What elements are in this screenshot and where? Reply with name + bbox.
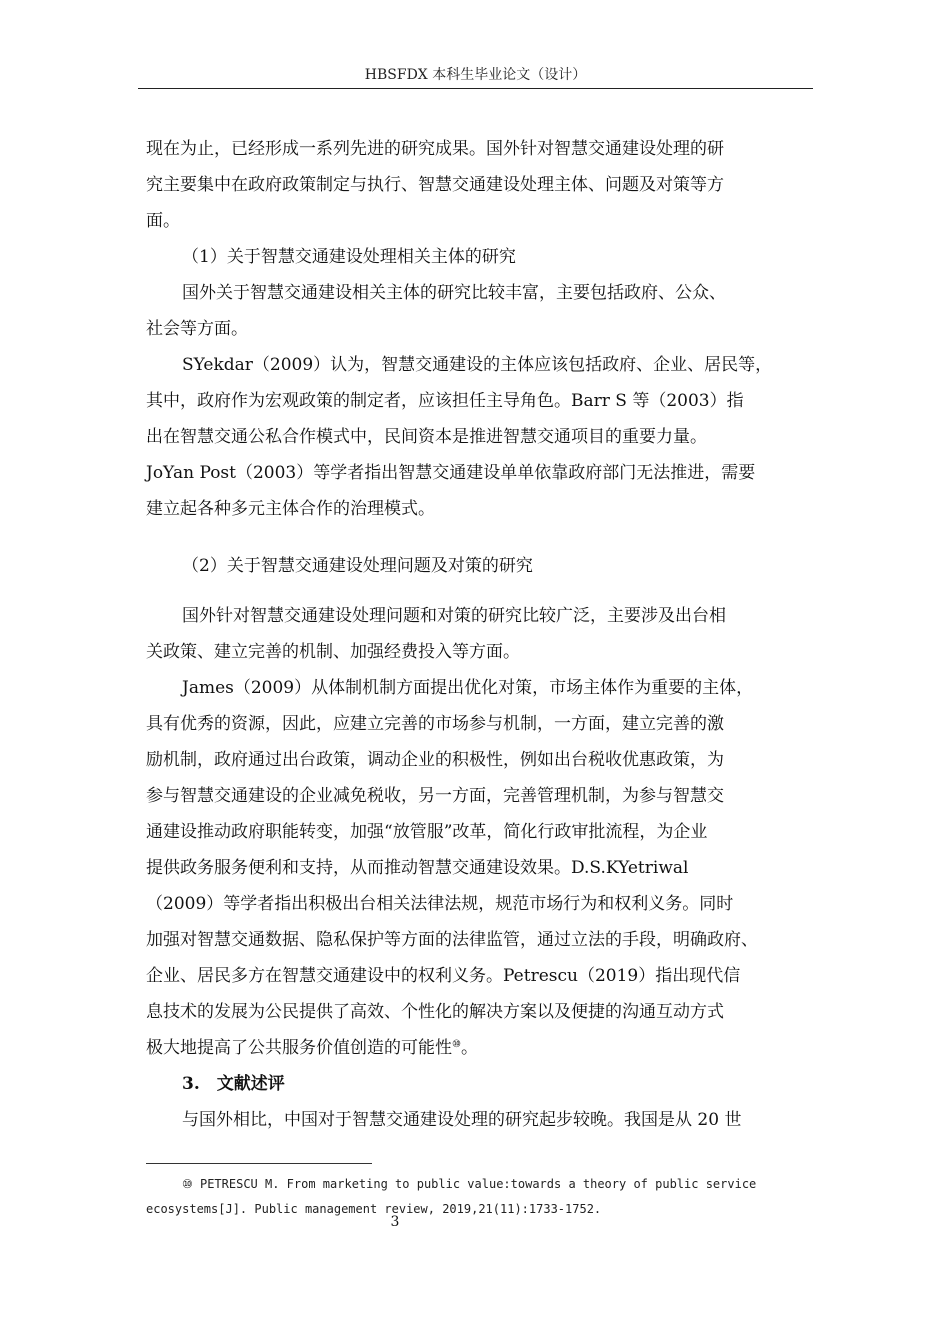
text-line: 励机制，政府通过出台政策，调动企业的积极性，例如出台税收优惠政策，为 — [146, 750, 724, 770]
text-line: 息技术的发展为公民提供了高效、个性化的解决方案以及便捷的沟通互动方式 — [146, 1002, 724, 1022]
text-line: 究主要集中在政府政策制定与执行、智慧交通建设处理主体、问题及对策等方 — [146, 175, 724, 195]
text-line: 国外关于智慧交通建设相关主体的研究比较丰富，主要包括政府、公众、 — [182, 283, 726, 303]
text-line: 关政策、建立完善的机制、加强经费投入等方面。 — [146, 642, 520, 662]
subsection-heading-1: （1）关于智慧交通建设处理相关主体的研究 — [182, 247, 516, 267]
text-line: 通建设推动政府职能转变，加强“放管服”改革，简化行政审批流程，为企业 — [146, 822, 708, 842]
text-line: 国外针对智慧交通建设处理问题和对策的研究比较广泛，主要涉及出台相 — [182, 606, 726, 626]
text-line: 提供政务服务便利和支持，从而推动智慧交通建设效果。D.S.KYetriwal — [146, 858, 689, 878]
text-line: 加强对智慧交通数据、隐私保护等方面的法律监管，通过立法的手段，明确政府、 — [146, 930, 758, 950]
text-line: 建立起各种多元主体合作的治理模式。 — [146, 499, 435, 519]
text-line: （2009）等学者指出积极出台相关法律法规，规范市场行为和权利义务。同时 — [146, 894, 734, 914]
footnote-line: ⑩ PETRESCU M. From marketing to public value:towards a theory of public service — [182, 1177, 757, 1191]
section-heading-3: 3. 文献述评 — [182, 1074, 285, 1094]
body-text-part-1 — [146, 131, 814, 527]
text-line: 面。 — [146, 211, 180, 231]
body-text-part-2 — [146, 598, 814, 1138]
text-line: JoYan Post（2003）等学者指出智慧交通建设单单依靠政府部门无法推进，需要 — [146, 463, 756, 483]
text-line: James（2009）从体制机制方面提出优化对策，市场主体作为重要的主体， — [182, 678, 754, 698]
page-number: 3 — [390, 1214, 400, 1230]
text-line: 参与智慧交通建设的企业减免税收，另一方面，完善管理机制，为参与智慧交 — [146, 786, 724, 806]
header-rule — [138, 88, 813, 89]
text-line: 与国外相比，中国对于智慧交通建设处理的研究起步较晚。我国是从 20 世 — [182, 1110, 742, 1130]
text-line: 现在为止，已经形成一系列先进的研究成果。国外针对智慧交通建设处理的研 — [146, 139, 724, 159]
footnote — [146, 1172, 814, 1222]
text-line: 企业、居民多方在智慧交通建设中的权利义务。Petrescu（2019）指出现代信 — [146, 966, 741, 986]
text-line: SYekdar（2009）认为，智慧交通建设的主体应该包括政府、企业、居民等， — [182, 355, 773, 375]
body-text-heading-2 — [146, 548, 814, 584]
text-line-with-footnote — [146, 1030, 814, 1066]
footnote-marker[interactable]: ⑩ — [452, 1039, 461, 1050]
text-line: 其中，政府作为宏观政策的制定者，应该担任主导角色。Barr S 等（2003）指 — [146, 391, 744, 411]
footnote-separator — [146, 1163, 372, 1164]
text-line: 具有优秀的资源，因此，应建立完善的市场参与机制，一方面，建立完善的激 — [146, 714, 724, 734]
subsection-heading-2: （2）关于智慧交通建设处理问题及对策的研究 — [182, 556, 533, 576]
text-fragment: 极大地提高了公共服务价值创造的可能性 — [146, 1038, 452, 1058]
footnote-line: ecosystems[J]. Public management review, 2019,21(11):1733-1752. — [146, 1202, 602, 1216]
text-line: 社会等方面。 — [146, 319, 248, 339]
page-header: HBSFDX 本科生毕业论文（设计） — [364, 67, 587, 83]
text-fragment: 。 — [460, 1038, 478, 1058]
text-line: 出在智慧交通公私合作模式中，民间资本是推进智慧交通项目的重要力量。 — [146, 427, 707, 447]
